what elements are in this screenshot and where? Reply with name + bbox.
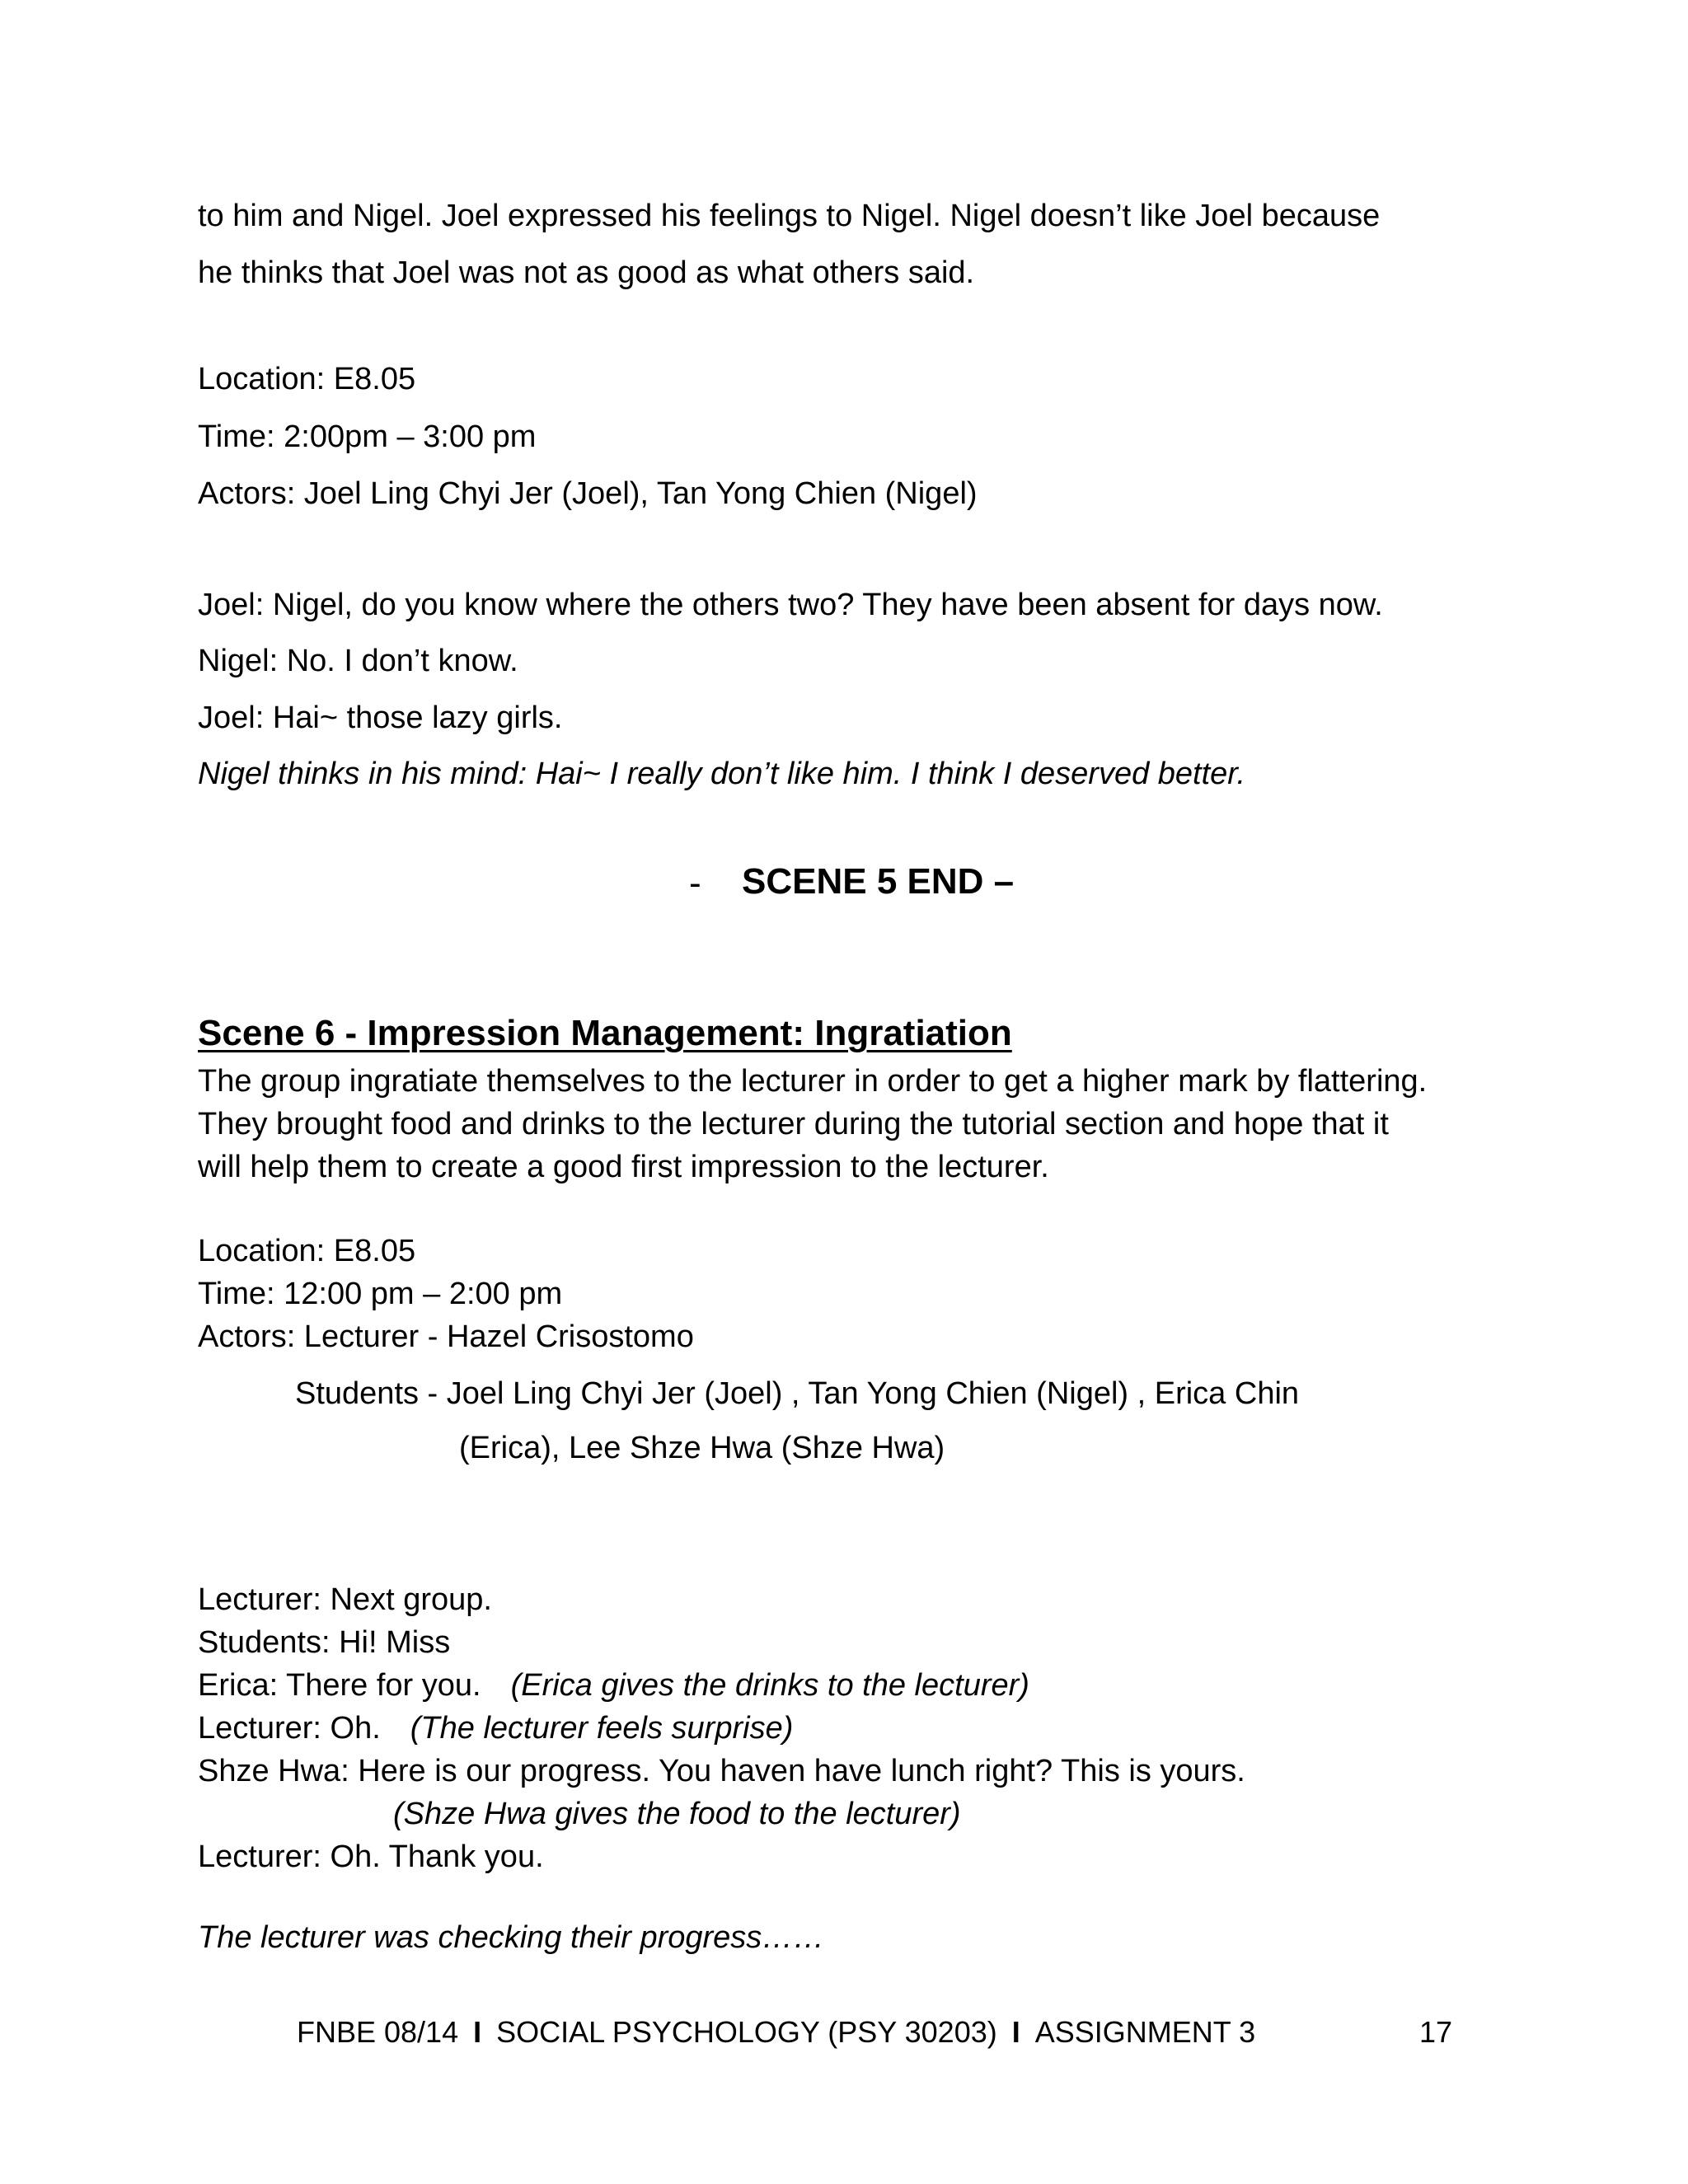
scene6-description-line: will help them to create a good first impression to the lecturer.	[198, 1150, 1049, 1184]
page-number: 17	[1419, 2015, 1453, 2049]
footer-assignment: ASSIGNMENT 3	[1034, 2015, 1256, 2049]
footer-subject: SOCIAL PSYCHOLOGY (PSY 30203)	[496, 2015, 997, 2049]
scene6-dialogue-line	[198, 1667, 1029, 1705]
scene5-dialogue-line: Nigel: No. I don’t know.	[198, 644, 518, 678]
scene6-dialogue-line: Lecturer: Oh. Thank you.	[198, 1840, 544, 1874]
scene6-dialogue-line: Students: Hi! Miss	[198, 1625, 451, 1660]
intro-line-1: to him and Nigel. Joel expressed his feelings to Nigel. Nigel doesn’t like Joel because	[198, 199, 1381, 233]
stage-direction: (Shze Hwa gives the food to the lecturer)	[393, 1797, 961, 1831]
footer-separator: I	[473, 2015, 482, 2049]
scene6-location: Location: E8.05	[198, 1234, 416, 1268]
footer-course-code: FNBE 08/14	[297, 2015, 459, 2049]
scene5-end-dash: -	[689, 863, 701, 903]
scene5-thought: Nigel thinks in his mind: Hai~ I really don’t like him. I think I deserved better.	[198, 757, 1246, 791]
scene6-heading: Scene 6 - Impression Management: Ingratiation	[198, 1013, 1012, 1053]
scene6-description-line: The group ingratiate themselves to the lecturer in order to get a higher mark by flattering.	[198, 1064, 1428, 1099]
scene6-time: Time: 12:00 pm – 2:00 pm	[198, 1277, 563, 1311]
page-footer	[297, 2014, 1255, 2050]
scene5-dialogue-line: Joel: Nigel, do you know where the others two? They have been absent for days now.	[198, 588, 1383, 622]
stage-direction: (Erica gives the drinks to the lecturer)	[510, 1668, 1029, 1703]
scene6-dialogue-line: Lecturer: Next group.	[198, 1582, 492, 1617]
scene6-students-line-2: (Erica), Lee Shze Hwa (Shze Hwa)	[459, 1431, 945, 1465]
dialogue-text: Lecturer: Oh.	[198, 1711, 381, 1746]
scene5-location: Location: E8.05	[198, 362, 416, 396]
scene6-closing: The lecturer was checking their progress……	[198, 1920, 825, 1955]
scene6-dialogue-line: Shze Hwa: Here is our progress. You haven have lunch right? This is yours.	[198, 1754, 1245, 1788]
scene6-actors: Actors: Lecturer - Hazel Crisostomo	[198, 1319, 694, 1354]
dialogue-text: Erica: There for you.	[198, 1668, 481, 1703]
stage-direction: (The lecturer feels surprise)	[410, 1711, 794, 1746]
scene5-actors: Actors: Joel Ling Chyi Jer (Joel), Tan Yong Chien (Nigel)	[198, 476, 978, 511]
scene5-time: Time: 2:00pm – 3:00 pm	[198, 419, 537, 454]
scene6-dialogue-line	[198, 1710, 793, 1748]
scene6-students-line-1: Students - Joel Ling Chyi Jer (Joel) , Tan Yong Chien (Nigel) , Erica Chin	[295, 1376, 1300, 1411]
intro-line-2: he thinks that Joel was not as good as what others said.	[198, 255, 975, 290]
scene5-end-label: SCENE 5 END –	[742, 861, 1015, 902]
scene6-description-line: They brought food and drinks to the lecturer during the tutorial section and hope that it	[198, 1107, 1389, 1141]
footer-separator: I	[1011, 2015, 1020, 2049]
scene5-dialogue-line: Joel: Hai~ those lazy girls.	[198, 701, 563, 735]
